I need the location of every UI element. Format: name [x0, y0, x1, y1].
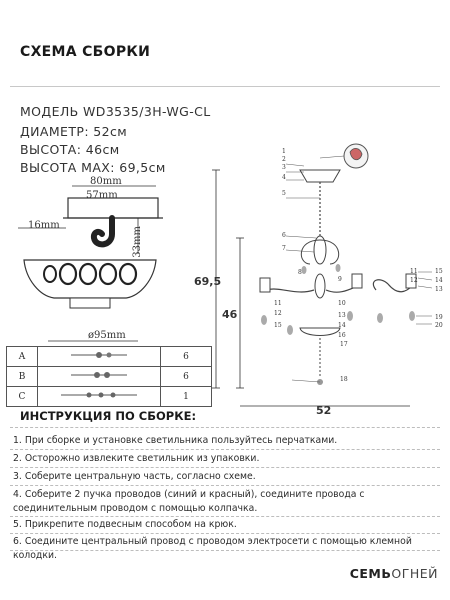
part-id: A — [7, 347, 38, 367]
callout-3: 3 — [282, 164, 286, 171]
instruction-step: 4. Соберите 2 пучка проводов (синий и красный), соедините провода с соединительным проводом с помощью колпачка. — [13, 489, 365, 514]
spec-height-max: ВЫСОТА MAX: 69,5см — [20, 160, 166, 175]
callout-side-20: 20 — [435, 322, 443, 329]
dim-diameter: 52 — [316, 404, 332, 417]
parts-table — [6, 346, 212, 407]
dim-height: 46 — [222, 308, 238, 321]
divider — [10, 86, 440, 87]
page-title: СХЕМА СБОРКИ — [20, 44, 151, 60]
dim-33mm: 33mm — [132, 226, 143, 258]
instruction-step: 6. Соедините центральный провод с проводом электросети с помощью клемной колодки. — [13, 536, 412, 561]
instruction-step: 3. Соберите центральную часть, согласно схеме. — [13, 471, 256, 482]
callout-12: 12 — [274, 310, 282, 317]
dim-16mm: 16mm — [28, 220, 60, 231]
instructions-title: ИНСТРУКЦИЯ ПО СБОРКЕ: — [20, 409, 197, 423]
callout-side-15: 15 — [435, 268, 443, 275]
callout-side-11: 11 — [410, 268, 418, 275]
brand-logo — [350, 566, 438, 581]
hook-bracket-drawing — [8, 176, 170, 348]
callout-11: 11 — [274, 300, 282, 307]
callout-10: 10 — [338, 300, 346, 307]
table-row — [7, 347, 212, 367]
brand-bold: СЕМЬ — [349, 566, 392, 581]
callout-17: 17 — [340, 341, 348, 348]
callout-18: 18 — [340, 376, 348, 383]
divider — [10, 467, 440, 468]
callout-side-13: 13 — [435, 286, 443, 293]
spec-diameter: ДИАМЕТР: 52см — [20, 124, 128, 139]
brand-regular: ОГНЕЙ — [391, 566, 438, 581]
callout-side-14: 14 — [435, 277, 443, 284]
divider — [10, 550, 440, 551]
part-qty: 6 — [161, 347, 212, 367]
instruction-step: 2. Осторожно извлеките светильник из упаковки. — [13, 453, 260, 464]
callout-1: 1 — [282, 148, 286, 155]
instruction-step: 1. При сборке и установке светильника пользуйтесь перчатками. — [13, 435, 338, 446]
callout-4: 4 — [282, 174, 286, 181]
spec-height: ВЫСОТА: 46см — [20, 142, 120, 157]
callout-side-19: 19 — [435, 314, 443, 321]
part-id: B — [7, 367, 38, 387]
divider — [10, 427, 440, 428]
part-qty: 1 — [161, 387, 212, 407]
callout-6: 6 — [282, 232, 286, 239]
table-row — [7, 367, 212, 387]
callout-2: 2 — [282, 156, 286, 163]
callout-9: 9 — [338, 276, 342, 283]
crystal-chain-icon — [38, 347, 161, 367]
callout-side-12: 12 — [410, 277, 418, 284]
callout-13: 13 — [338, 312, 346, 319]
part-qty: 6 — [161, 367, 212, 387]
callout-15: 15 — [274, 322, 282, 329]
divider — [10, 533, 440, 534]
chandelier-diagram — [200, 140, 450, 410]
spec-model: МОДЕЛЬ WD3535/3H-WG-CL — [20, 104, 211, 119]
callout-14: 14 — [338, 322, 346, 329]
callout-16: 16 — [338, 332, 346, 339]
callout-5: 5 — [282, 190, 286, 197]
crystal-chain-icon — [38, 367, 161, 387]
dim-95mm: ø95mm — [88, 330, 126, 341]
crystal-chain-icon — [38, 387, 161, 407]
instruction-step: 5. Прикрепите подвесным способом на крюк. — [13, 519, 237, 530]
part-id: C — [7, 387, 38, 407]
dim-max-height: 69,5 — [194, 275, 222, 288]
callout-7: 7 — [282, 245, 286, 252]
callout-8: 8 — [298, 269, 302, 276]
divider — [10, 449, 440, 450]
dim-80mm: 80mm — [90, 176, 122, 187]
divider — [10, 485, 440, 486]
divider — [10, 516, 440, 517]
dim-57mm: 57mm — [86, 190, 118, 201]
table-row — [7, 387, 212, 407]
